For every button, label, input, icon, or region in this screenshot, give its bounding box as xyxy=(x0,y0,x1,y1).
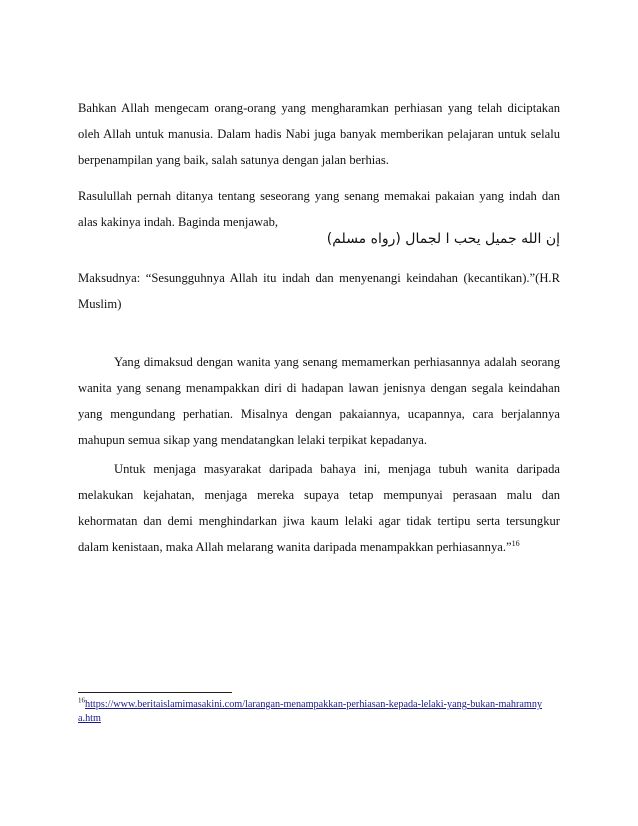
footnote xyxy=(78,698,548,726)
paragraph-4: Yang dimaksud dengan wanita yang senang memamerkan perhiasannya adalah seorang wanita yang senang menampakkan diri di hadapan lawan jenisnya dengan segala keindahan yang mengundang perhatian. Misalnya dengan pakaiannya, ucapannya, cara berjalannya mahupun semua sikap yang mendatangkan lelaki terpikat kepadanya. xyxy=(78,355,560,447)
footnote-link[interactable]: https://www.beritaislamimasakini.com/larangan-menampakkan-perhiasan-kepada-lelaki-yang-bukan-mahramnya.htm xyxy=(78,699,543,724)
arabic-hadith-quote: إن الله جميل يحب ا لجمال (رواه مسلم) xyxy=(326,231,560,247)
paragraph-2: Rasulullah pernah ditanya tentang seseorang yang senang memakai pakaian yang indah dan alas kakinya indah. Baginda menjawab, xyxy=(78,189,560,229)
paragraph-5-text: Untuk menjaga masyarakat daripada bahaya ini, menjaga tubuh wanita daripada melakukan kejahatan, menjaga mereka supaya tetap mempunyai perasaan malu dan kehormatan dan demi menghindarkan jiwa kaum lelaki agar tidak tertipu serta tersungkur dalam kenistaan, maka Allah melarang wanita daripada menampakkan perhiasannya.” xyxy=(78,462,560,554)
paragraph-3: Maksudnya: “Sesungguhnya Allah itu indah dan menyenangi keindahan (kecantikan).”(H.R Muslim) xyxy=(78,271,560,311)
paragraph-1: Bahkan Allah mengecam orang-orang yang mengharamkan perhiasan yang telah diciptakan oleh Allah untuk manusia. Dalam hadis Nabi juga banyak memberikan pelajaran untuk selalu berpenampilan yang baik, salah satunya dengan jalan berhias. xyxy=(78,101,560,167)
footnote-number: 16 xyxy=(78,696,85,705)
paragraph-5 xyxy=(78,456,560,560)
footnote-reference[interactable]: 16 xyxy=(511,538,520,548)
footnote-separator xyxy=(78,692,232,693)
